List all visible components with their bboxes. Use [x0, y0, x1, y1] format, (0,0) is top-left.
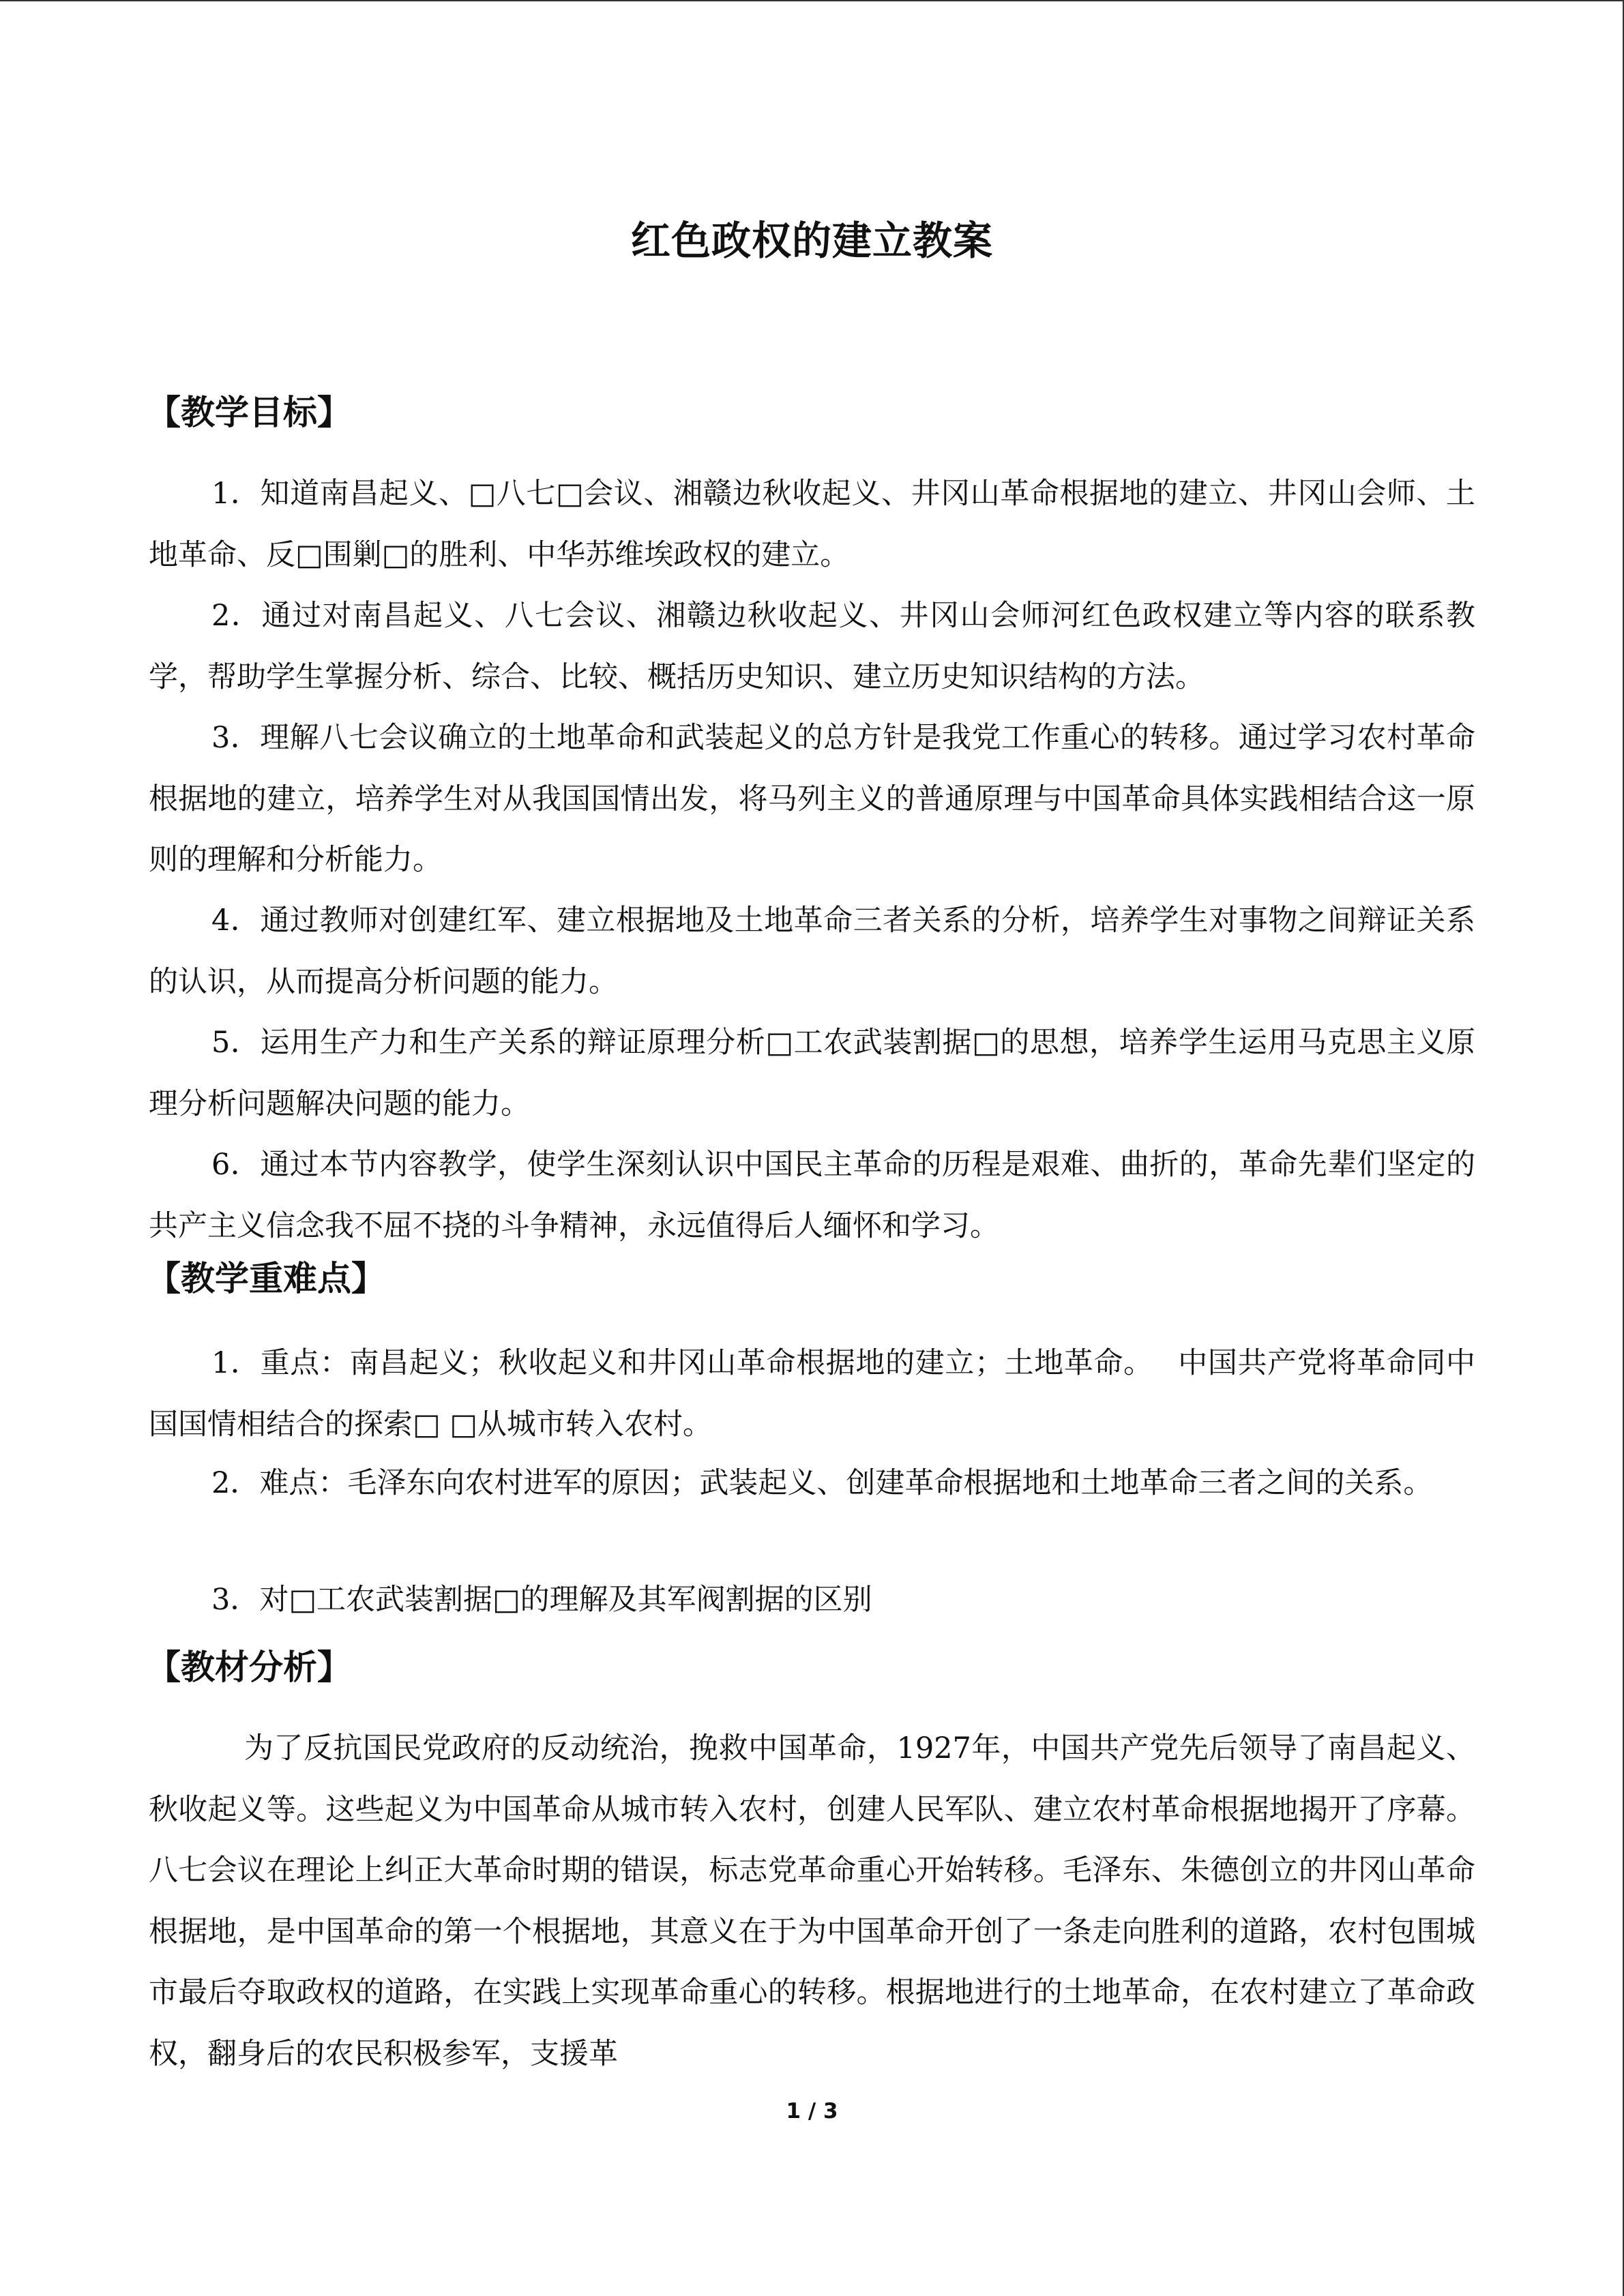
- objective-item: 1．知道南昌起义、□八七□会议、湘赣边秋收起义、井冈山革命根据地的建立、井冈山会师、土地革命、反□围剿□的胜利、中华苏维埃政权的建立。: [149, 477, 1475, 572]
- section-heading-key-points: 【教学重难点】: [147, 1259, 385, 1298]
- objective-item: 3．理解八七会议确立的土地革命和武装起义的总方针是我党工作重心的转移。通过学习农村革命根据地的建立，培养学生对从我国国情出发，将马列主义的普通原理与中国革命具体实践相结合这一原则的理解和分析能力。: [149, 721, 1475, 877]
- key-point-item: 2．难点：毛泽东向农村进军的原因；武装起义、创建革命根据地和土地革命三者之间的关系。: [211, 1466, 1433, 1500]
- analysis-paragraph: 为了反抗国民党政府的反动统治，挽救中国革命，1927年，中国共产党先后领导了南昌起义、秋收起义等。这些起义为中国革命从城市转入农村，创建人民军队、建立农村革命根据地揭开了序幕。八七会议在理论上纠正大革命时期的错误，标志党革命重心开始转移。毛泽东、朱德创立的井冈山革命根据地，是中国革命的第一个根据地，其意义在于为中国革命开创了一条走向胜利的道路，农村包围城市最后夺取政权的道路，在实践上实现革命重心的转移。根据地进行的土地革命，在农村建立了革命政权，翻身后的农民积极参军，支援革: [149, 1731, 1475, 2071]
- key-point-item: 1．重点：南昌起义；秋收起义和井冈山革命根据地的建立；土地革命。 中国共产党将革命同中国国情相结合的探索□ □从城市转入农村。: [149, 1346, 1475, 1442]
- objective-item: 2．通过对南昌起义、八七会议、湘赣边秋收起义、井冈山会师河红色政权建立等内容的联系教学，帮助学生掌握分析、综合、比较、概括历史知识、建立历史知识结构的方法。: [149, 599, 1475, 694]
- objective-item: 6．通过本节内容教学，使学生深刻认识中国民主革命的历程是艰难、曲折的，革命先辈们坚定的共产主义信念我不屈不挠的斗争精神，永远值得后人缅怀和学习。: [149, 1148, 1475, 1243]
- page-number: 1 / 3: [786, 2099, 838, 2123]
- key-point-item: 3．对□工农武装割据□的理解及其军阀割据的区别: [211, 1583, 872, 1617]
- section-heading-objectives: 【教学目标】: [147, 393, 351, 432]
- objective-item: 5．运用生产力和生产关系的辩证原理分析□工农武装割据□的思想，培养学生运用马克思主义原理分析问题解决问题的能力。: [149, 1026, 1475, 1121]
- objective-item: 4．通过教师对创建红军、建立根据地及土地革命三者关系的分析，培养学生对事物之间辩证关系的认识，从而提高分析问题的能力。: [149, 904, 1475, 999]
- section-heading-analysis: 【教材分析】: [147, 1648, 351, 1687]
- page-title: 红色政权的建立教案: [630, 218, 993, 264]
